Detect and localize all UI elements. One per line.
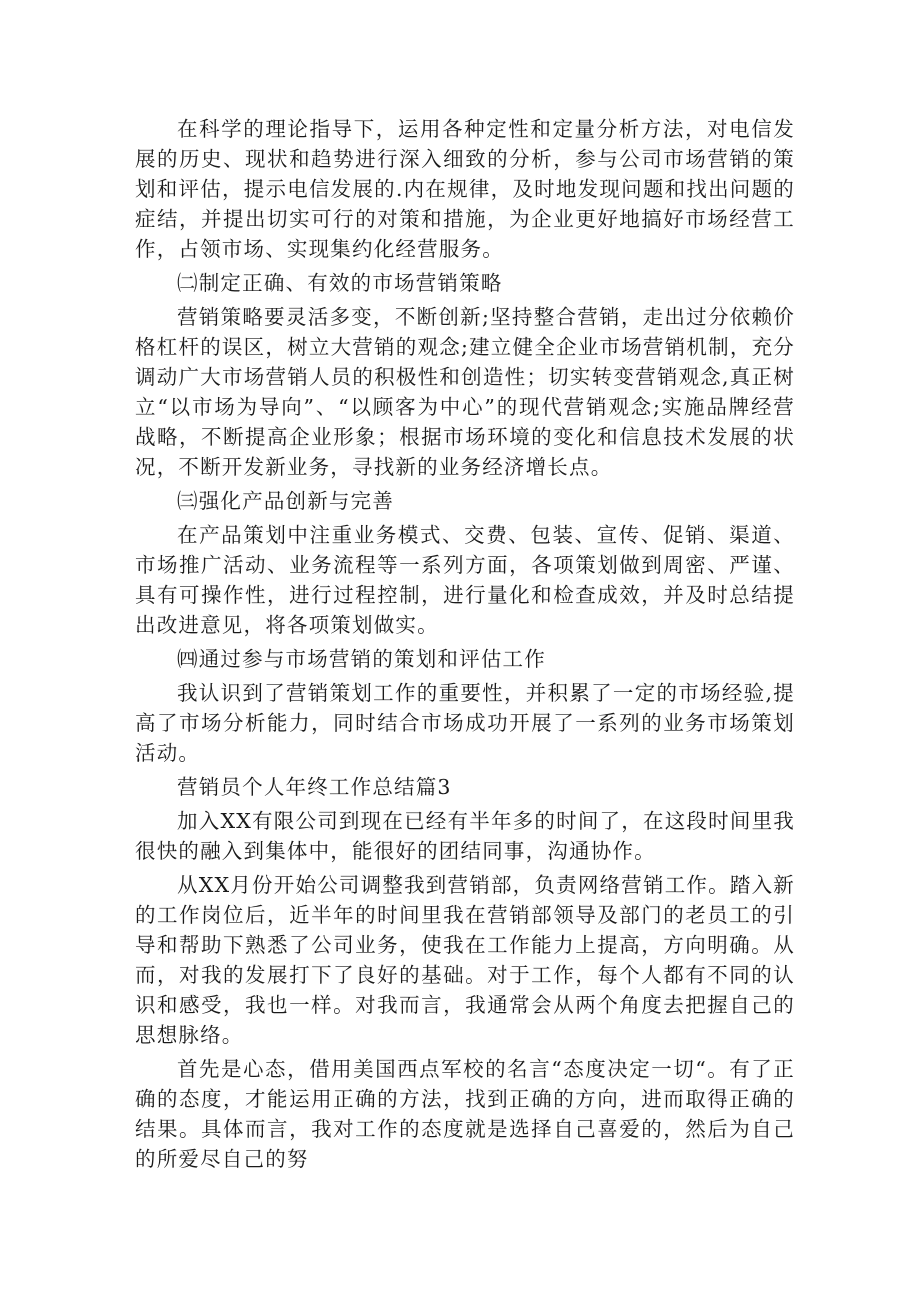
document-body — [135, 114, 795, 1174]
paragraph-joining-company: 加入XX有限公司到现在已经有半年多的时间了，在这段时间里我很快的融入到集体中，能很好的团结同事，沟通协作。 — [135, 809, 795, 863]
article-title-part-3: 营销员个人年终工作总结篇3 — [177, 775, 452, 799]
paragraph-marketing-department: 从XX月份开始公司调整我到营销部，负责网络营销工作。踏入新的工作岗位后，近半年的时间里我在营销部领导及部门的老员工的引导和帮助下熟悉了公司业务，使我在工作能力上提高，方向明确。从而，对我的发展打下了良好的基础。对于工作，每个人都有不同的认识和感受，我也一样。对我而言，我通常会从两个角度去把握自己的思想脉络。 — [135, 873, 795, 1047]
paragraph-intro-analysis: 在科学的理论指导下，运用各种定性和定量分析方法，对电信发展的历史、现状和趋势进行深入细致的分析，参与公司市场营销的策划和评估，提示电信发展的.内在规律，及时地发现问题和找出问题的症结，并提出切实可行的对策和措施，为企业更好地搞好市场经营工作，占领市场、实现集约化经营服务。 — [135, 117, 795, 261]
paragraph-marketing-experience: 我认识到了营销策划工作的重要性，并积累了一定的市场经验,提高了市场分析能力，同时结合市场成功开展了一系列的业务市场策划活动。 — [135, 681, 795, 765]
paragraph-attitude: 首先是心态，借用美国西点军校的名言“态度决定一切“。有了正确的态度，才能运用正确的方法，找到正确的方向，进而取得正确的结果。具体而言，我对工作的态度就是选择自己喜爱的，然后为自己的所爱尽自己的努 — [135, 1057, 795, 1171]
heading-section-4: ㈣通过参与市场营销的策划和评估工作 — [177, 647, 546, 671]
paragraph-product-planning: 在产品策划中注重业务模式、交费、包装、宣传、促销、渠道、市场推广活动、业务流程等一系列方面，各项策划做到周密、严谨、具有可操作性，进行过程控制，进行量化和检查成效，并及时总结提出改进意见，将各项策划做实。 — [135, 523, 795, 637]
heading-section-3: ㈢强化产品创新与完善 — [177, 489, 395, 513]
paragraph-marketing-strategy: 营销策略要灵活多变，不断创新;坚持整合营销，走出过分依赖价格杠杆的误区，树立大营销的观念;建立健全企业市场营销机制，充分调动广大市场营销人员的积极性和创造性；切实转变营销观念,真正树立“以市场为导向”、“以顾客为中心”的现代营销观念;实施品牌经营战略，不断提高企业形象；根据市场环境的变化和信息技术发展的状况，不断开发新业务，寻找新的业务经济增长点。 — [135, 305, 795, 479]
heading-section-2: ㈡制定正确、有效的市场营销策略 — [177, 271, 503, 295]
